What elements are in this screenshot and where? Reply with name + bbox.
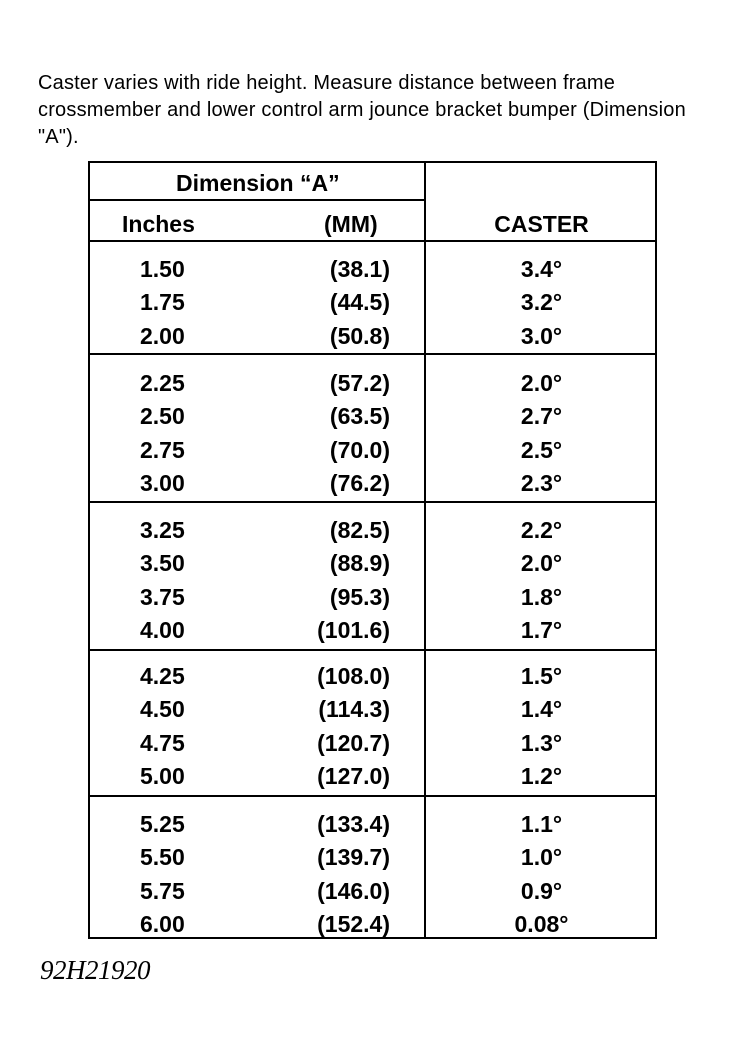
- group-divider: [90, 649, 655, 651]
- inches-cell: 5.25: [140, 811, 185, 837]
- inches-header: Inches: [122, 211, 195, 237]
- mm-cell: (114.3): [318, 696, 390, 723]
- caster-table: [88, 161, 657, 939]
- caster-cell: 2.3°: [520, 469, 563, 496]
- caster-cell: 0.08°: [514, 910, 569, 937]
- group-divider: [90, 501, 655, 503]
- caster-cell: 2.2°: [520, 517, 563, 543]
- header-bottom-line: [90, 240, 655, 242]
- table-row: [90, 434, 655, 467]
- table-group: [90, 367, 655, 500]
- table-row: [90, 841, 655, 874]
- caster-cell: 1.5°: [520, 663, 563, 689]
- group-divider: [90, 795, 655, 797]
- table-group: [90, 808, 655, 941]
- inches-cell: 1.75: [140, 289, 185, 316]
- mm-cell: (76.2): [329, 469, 390, 496]
- mm-cell: (120.7): [317, 729, 390, 756]
- mm-cell: (133.4): [317, 811, 390, 837]
- group-divider: [90, 353, 655, 355]
- inches-cell: 5.50: [140, 844, 185, 871]
- mm-cell: (57.2): [329, 370, 390, 396]
- table-row: [90, 614, 655, 647]
- inches-cell: 5.75: [140, 877, 185, 904]
- mm-cell: (44.5): [329, 289, 390, 316]
- table-row: [90, 400, 655, 433]
- caster-cell: 3.4°: [520, 256, 563, 282]
- table-row: [90, 253, 655, 286]
- caster-cell: 1.8°: [520, 583, 563, 610]
- inches-cell: 3.00: [140, 469, 185, 496]
- intro-paragraph: Caster varies with ride height. Measure distance between frame crossmember and lower control arm jounce bracket bumper (Dimension "A").: [38, 72, 686, 148]
- figure-reference-number: 92H21920: [40, 955, 150, 985]
- table-group: [90, 514, 655, 647]
- inches-cell: 4.25: [140, 663, 185, 689]
- table-row: [90, 514, 655, 547]
- caster-cell: 3.0°: [520, 322, 563, 349]
- header-group-underline: [90, 199, 424, 201]
- mm-cell: (38.1): [329, 256, 390, 282]
- table-row: [90, 693, 655, 726]
- inches-cell: 1.50: [140, 256, 185, 282]
- mm-cell: (101.6): [317, 616, 390, 643]
- table-row: [90, 320, 655, 353]
- mm-cell: (146.0): [317, 877, 390, 904]
- mm-cell: (108.0): [317, 663, 390, 689]
- inches-cell: 3.50: [140, 550, 185, 577]
- inches-cell: 4.75: [140, 729, 185, 756]
- mm-cell: (70.0): [329, 436, 390, 463]
- inches-cell: 3.75: [140, 583, 185, 610]
- table-group: [90, 253, 655, 353]
- caster-cell: 1.7°: [520, 616, 563, 643]
- caster-header: CASTER: [494, 211, 589, 237]
- table-row: [90, 760, 655, 793]
- table-row: [90, 808, 655, 841]
- table-row: [90, 908, 655, 941]
- mm-cell: (152.4): [317, 910, 390, 937]
- inches-cell: 4.50: [140, 696, 185, 723]
- caster-cell: 1.2°: [520, 762, 563, 789]
- mm-cell: (82.5): [329, 517, 390, 543]
- caster-cell: 0.9°: [520, 877, 563, 904]
- table-row: [90, 875, 655, 908]
- caster-cell: 2.0°: [520, 370, 563, 396]
- table-row: [90, 547, 655, 580]
- mm-cell: (50.8): [329, 322, 390, 349]
- table-row: [90, 581, 655, 614]
- caster-cell: 2.0°: [520, 550, 563, 577]
- table-row: [90, 467, 655, 500]
- inches-cell: 5.00: [140, 762, 185, 789]
- mm-cell: (88.9): [329, 550, 390, 577]
- mm-cell: (139.7): [317, 844, 390, 871]
- mm-cell: (127.0): [317, 762, 390, 789]
- caster-cell: 1.3°: [520, 729, 563, 756]
- inches-cell: 2.00: [140, 322, 185, 349]
- caster-cell: 1.4°: [520, 696, 563, 723]
- table-row: [90, 367, 655, 400]
- inches-cell: 6.00: [140, 910, 185, 937]
- caster-cell: 2.5°: [520, 436, 563, 463]
- inches-cell: 2.75: [140, 436, 185, 463]
- dimension-a-header: Dimension “A”: [176, 170, 340, 196]
- caster-cell: 2.7°: [520, 403, 563, 430]
- table-group: [90, 660, 655, 793]
- mm-cell: (95.3): [329, 583, 390, 610]
- inches-cell: 2.25: [140, 370, 185, 396]
- caster-cell: 1.0°: [520, 844, 563, 871]
- mm-cell: (63.5): [329, 403, 390, 430]
- mm-header: (MM): [324, 211, 378, 237]
- table-row: [90, 286, 655, 319]
- table-row: [90, 727, 655, 760]
- table-row: [90, 660, 655, 693]
- inches-cell: 4.00: [140, 616, 185, 643]
- caster-cell: 3.2°: [520, 289, 563, 316]
- inches-cell: 3.25: [140, 517, 185, 543]
- inches-cell: 2.50: [140, 403, 185, 430]
- caster-cell: 1.1°: [520, 811, 563, 837]
